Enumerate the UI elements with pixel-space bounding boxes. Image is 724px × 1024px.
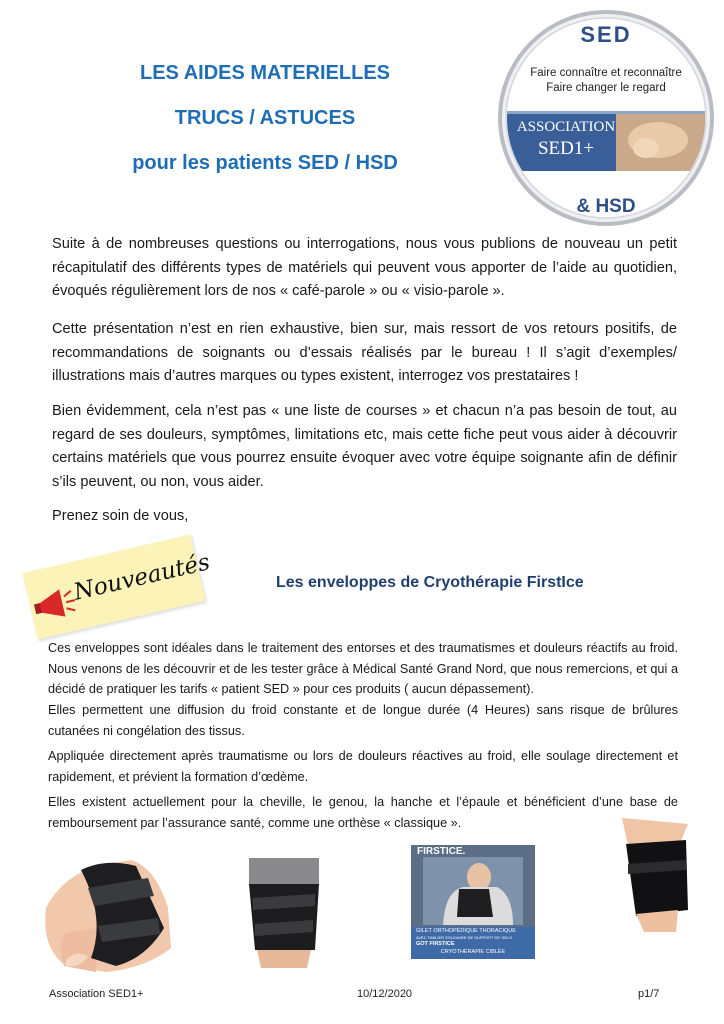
vest-photo bbox=[423, 857, 523, 925]
logo-tagline-1: Faire connaître et reconnaître bbox=[530, 67, 682, 79]
logo-top-text: SED bbox=[580, 22, 632, 47]
logo-band-text-2: SED1+ bbox=[537, 138, 595, 159]
logo-band-text-1: ASSOCIATION bbox=[516, 119, 616, 135]
nouveautes-label: Nouveautés bbox=[71, 549, 213, 606]
logo-bottom-text: & HSD bbox=[576, 196, 636, 217]
footer-association: Association SED1+ bbox=[49, 988, 144, 1000]
knee-wrap-image bbox=[618, 818, 698, 932]
intro-paragraph-2: Cette présentation n’est en rien exhaustive, bien sur, mais ressort de vos retours positifs, de recommandations de soignants ou d’essais réalisés par le bureau ! Il s’agit d’exemples/ illustrations mais d’autres marques ou types existent, interrogez vos prestataires ! bbox=[52, 321, 677, 384]
box-line-4: CRYOTHÉRAPIE CIBLÉE bbox=[440, 949, 506, 955]
intro-paragraph-4: Prenez soin de vous, bbox=[52, 508, 189, 524]
ankle-wrap-image bbox=[36, 848, 176, 973]
title-line-3: pour les patients SED / HSD bbox=[132, 152, 398, 174]
hip-wrap-image bbox=[245, 858, 323, 968]
association-logo bbox=[496, 8, 716, 228]
title-line-1: LES AIDES MATERIELLES bbox=[139, 62, 391, 84]
section-paragraph-4: Elles existent actuellement pour la cheville, le genou, la hanche et l’épaule et bénéficient d’une base de remboursement par l’assurance santé, comme une orthèse « classique ». bbox=[48, 795, 678, 830]
box-line-2: AVEC TABLIER SOLIDAIRE DE SUPPORT DE GELS bbox=[416, 935, 512, 940]
intro-paragraph-3: Bien évidemment, cela n’est pas « une liste de courses » et chacun n’a pas besoin de tout, au regard de ses douleurs, symptômes, limitations etc, mais cette fiche peut vous aider à découvrir certains matériels que vous pourrez ensuite évoquer avec votre équipe soignante afin de définir s’ils peuvent, ou non, vous aider. bbox=[52, 403, 677, 490]
box-brand: FIRSTICE. bbox=[417, 846, 466, 857]
intro-paragraph-1: Suite à de nombreuses questions ou interrogations, nous vous publions de nouveau un petit récapitulatif des différents types de matériels qui peuvent vous apporter de l’aide au quotidien, évoqués régulièrement lors de nos « café-parole » ou « visio-parole ». bbox=[52, 236, 677, 299]
logo-tagline-2: Faire changer le regard bbox=[546, 82, 666, 94]
box-line-3: GOT FIRSTICE bbox=[416, 941, 455, 947]
nouveautes-badge bbox=[23, 535, 213, 640]
box-line-1: GILET ORTHOPÉDIQUE THORACIQUE bbox=[416, 928, 516, 934]
section-heading: Les enveloppes de Cryothérapie FirstIce bbox=[276, 574, 584, 591]
section-paragraph-2: Elles permettent une diffusion du froid constante et de longue durée (4 Heures) sans risque de brûlures cutanées ni congélation des tissus. bbox=[48, 703, 678, 738]
title-line-2: TRUCS / ASTUCES bbox=[174, 107, 356, 129]
megaphone-icon bbox=[31, 584, 79, 625]
footer-page-number: p1/7 bbox=[638, 988, 660, 1000]
firstice-product-box bbox=[411, 845, 535, 959]
section-paragraph-1: Ces enveloppes sont idéales dans le traitement des entorses et des traumatismes et douleurs réactifs au froid. Nous venons de les découvrir et de les tester grâce à Médical Santé Grand Nord, que nous remercions, et qui a décidé de pratiquer les tarifs « patient SED » pour ces produits ( aucun dépassement). bbox=[48, 641, 678, 696]
footer-date: 10/12/2020 bbox=[357, 988, 413, 1000]
section-paragraph-3: Appliquée directement après traumatisme ou lors de douleurs réactives au froid, elle soulage directement et rapidement, et prévient la formation d’œdème. bbox=[48, 749, 678, 784]
